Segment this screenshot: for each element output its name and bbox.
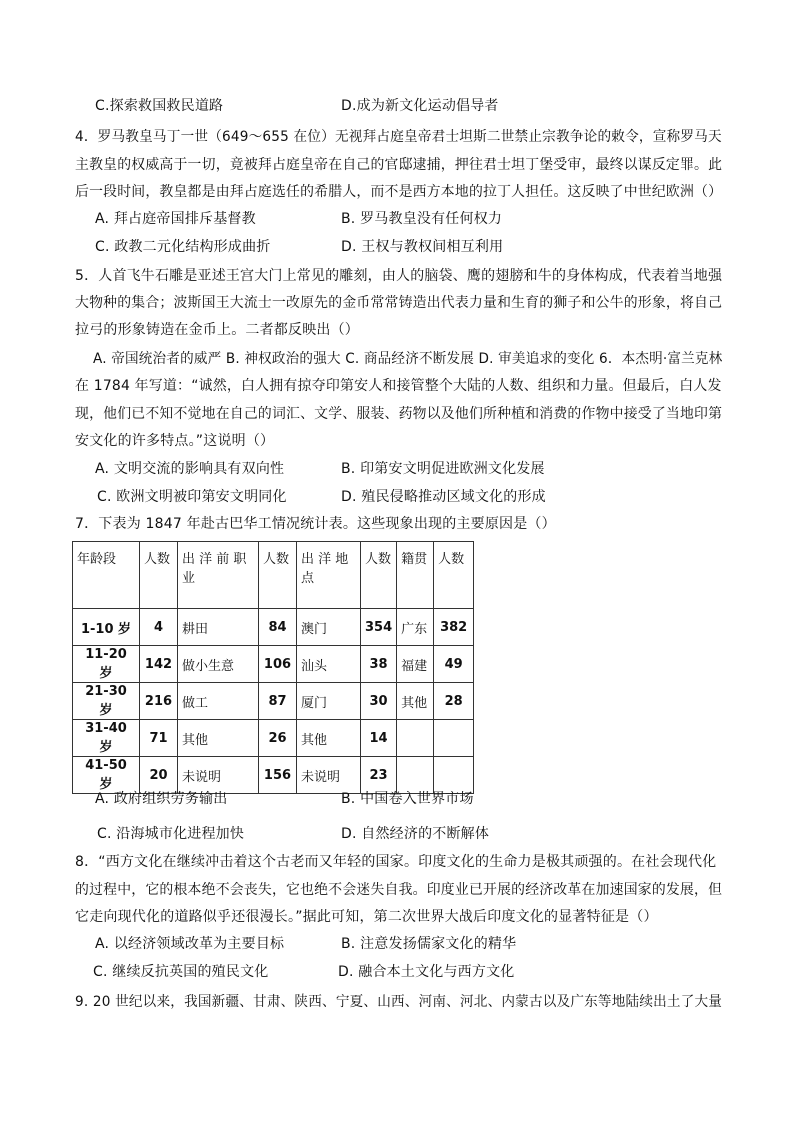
q4-stem-line-3: 后一段时间，教皇都是由拜占庭选任的希腊人，而不是西方本地的拉丁人担任。这反映了中世纪欧洲（） — [75, 184, 723, 200]
table-row — [73, 646, 474, 683]
q4-option-d: D. 王权与教权间相互利用 — [341, 239, 504, 255]
origin-cell: 广东 — [397, 609, 434, 646]
q8-option-d: D. 融合本土文化与西方文化 — [338, 964, 515, 980]
port-cell: 汕头 — [297, 646, 361, 683]
age-cell: 11-20 岁 — [73, 646, 140, 683]
occupation-cell: 耕田 — [178, 609, 259, 646]
port-cell: 厦门 — [297, 683, 361, 720]
table-header-cell: 籍贯 — [397, 542, 434, 609]
chinese-laborers-table — [72, 541, 474, 794]
q7-stem: 7．下表为 1847 年赴古巴华工情况统计表。这些现象出现的主要原因是（） — [75, 516, 556, 532]
origin-cell — [397, 720, 434, 757]
table-header-cell: 年龄段 — [73, 542, 140, 609]
origin-cell: 其他 — [397, 683, 434, 720]
count-cell — [434, 757, 474, 794]
count-cell: 216 — [140, 683, 178, 720]
count-cell: 4 — [140, 609, 178, 646]
q4-option-c: C. 政教二元化结构形成曲折 — [95, 239, 271, 255]
count-cell: 106 — [259, 646, 297, 683]
table-header-cell: 人数 — [434, 542, 474, 609]
q4-stem-line-2: 主教皇的权威高于一切，竟被拜占庭皇帝在自己的官邸逮捕，押往君士坦丁堡受审，最终以谋反定罪。此 — [75, 157, 723, 173]
age-cell: 21-30 岁 — [73, 683, 140, 720]
port-cell: 其他 — [297, 720, 361, 757]
count-cell: 30 — [361, 683, 397, 720]
q8-option-c: C. 继续反抗英国的殖民文化 — [93, 964, 269, 980]
count-cell — [434, 720, 474, 757]
q8-stem-line-3: 它走向现代化的道路似乎还很漫长。”据此可知，第二次世界大战后印度文化的显著特征是（） — [75, 909, 658, 925]
count-cell: 84 — [259, 609, 297, 646]
port-cell: 未说明 — [297, 757, 361, 794]
table-header-cell: 人数 — [140, 542, 178, 609]
q8-option-a: A. 以经济领域改革为主要目标 — [95, 936, 285, 952]
occupation-cell: 做小生意 — [178, 646, 259, 683]
q5-options-line: A. 帝国统治者的威严 B. 神权政治的强大 C. 商品经济不断发展 D. 审美追求的变化 6．本杰明·富兰克林 — [93, 351, 723, 367]
q7-option-c: C. 沿海城市化进程加快 — [97, 826, 245, 842]
q5-stem-line-3: 拉弓的形象铸造在金币上。二者都反映出（） — [75, 322, 359, 338]
count-cell: 49 — [434, 646, 474, 683]
q8-stem-line-2: 的过程中，它的根本绝不会丧失，它也绝不会迷失自我。印度业已开展的经济改革在加速国家的发展，但 — [75, 882, 723, 898]
q7-option-d: D. 自然经济的不断解体 — [341, 826, 490, 842]
occupation-cell: 其他 — [178, 720, 259, 757]
q8-stem-line-1: 8．“西方文化在继续冲击着这个古老而又年轻的国家。印度文化的生命力是极其顽强的。在社会现代化 — [75, 854, 717, 870]
count-cell: 71 — [140, 720, 178, 757]
table-row — [73, 720, 474, 757]
q7-option-a: A. 政府组织劳务输出 — [95, 791, 228, 807]
count-cell: 38 — [361, 646, 397, 683]
table-header-cell: 出 洋 地点 — [297, 542, 361, 609]
q5-stem-line-2: 大物种的集合；波斯国王大流士一改原先的金币常常铸造出代表力量和生育的狮子和公牛的形象，将自己 — [75, 295, 723, 311]
count-cell: 14 — [361, 720, 397, 757]
table-row — [73, 609, 474, 646]
count-cell: 354 — [361, 609, 397, 646]
age-cell: 1-10 岁 — [73, 609, 140, 646]
table-header-row — [73, 542, 474, 609]
q5-stem-line-1: 5．人首飞牛石雕是亚述王宫大门上常见的雕刻，由人的脑袋、鹰的翅膀和牛的身体构成，代表着当地强 — [75, 268, 723, 284]
q4-stem-line-1: 4．罗马教皇马丁一世（649～655 在位）无视拜占庭皇帝君士坦斯二世禁止宗教争论的敕令，宣称罗马天 — [75, 129, 722, 145]
count-cell: 28 — [434, 683, 474, 720]
q6-option-b: B. 印第安文明促进欧洲文化发展 — [341, 461, 545, 477]
q4-option-a: A. 拜占庭帝国排斥基督教 — [95, 211, 256, 227]
occupation-cell: 做工 — [178, 683, 259, 720]
count-cell: 26 — [259, 720, 297, 757]
q3-option-d: D.成为新文化运动倡导者 — [341, 98, 499, 114]
q6-stem-line-3: 安文化的许多特点。”这说明（） — [75, 433, 275, 449]
table-header-cell: 出 洋 前 职业 — [178, 542, 259, 609]
q7-option-b: B. 中国卷入世界市场 — [341, 791, 474, 807]
q6-option-d: D. 殖民侵略推动区域文化的形成 — [341, 489, 546, 505]
q9-stem-line-1: 9. 20 世纪以来，我国新疆、甘肃、陕西、宁夏、山西、河南、河北、内蒙古以及广东等地陆续出土了大量 — [75, 994, 723, 1010]
count-cell: 20 — [140, 757, 178, 794]
q6-stem-line-1: 在 1784 年写道：“诚然，白人拥有掠夺印第安人和接管整个大陆的人数、组织和力量。但最后，白人发 — [75, 378, 722, 394]
origin-cell: 福建 — [397, 646, 434, 683]
q6-stem-line-2: 现，他们已不知不觉地在自己的词汇、文学、服装、药物以及他们所种植和消费的作物中接受了当地印第 — [75, 406, 723, 422]
table-header-cell: 人数 — [259, 542, 297, 609]
q4-option-b: B. 罗马教皇没有任何权力 — [341, 211, 503, 227]
q3-option-c: C.探索救国救民道路 — [95, 98, 224, 114]
table-row — [73, 683, 474, 720]
count-cell: 382 — [434, 609, 474, 646]
q6-option-a: A. 文明交流的影响具有双向性 — [95, 461, 285, 477]
origin-cell — [397, 757, 434, 794]
count-cell: 87 — [259, 683, 297, 720]
count-cell: 142 — [140, 646, 178, 683]
q8-option-b: B. 注意发扬儒家文化的精华 — [341, 936, 517, 952]
count-cell: 23 — [361, 757, 397, 794]
q6-option-c: C. 欧洲文明被印第安文明同化 — [97, 489, 287, 505]
age-cell: 41-50 岁 — [73, 757, 140, 794]
count-cell: 156 — [259, 757, 297, 794]
occupation-cell: 未说明 — [178, 757, 259, 794]
age-cell: 31-40 岁 — [73, 720, 140, 757]
table-header-cell: 人数 — [361, 542, 397, 609]
port-cell: 澳门 — [297, 609, 361, 646]
table-row — [73, 757, 474, 794]
